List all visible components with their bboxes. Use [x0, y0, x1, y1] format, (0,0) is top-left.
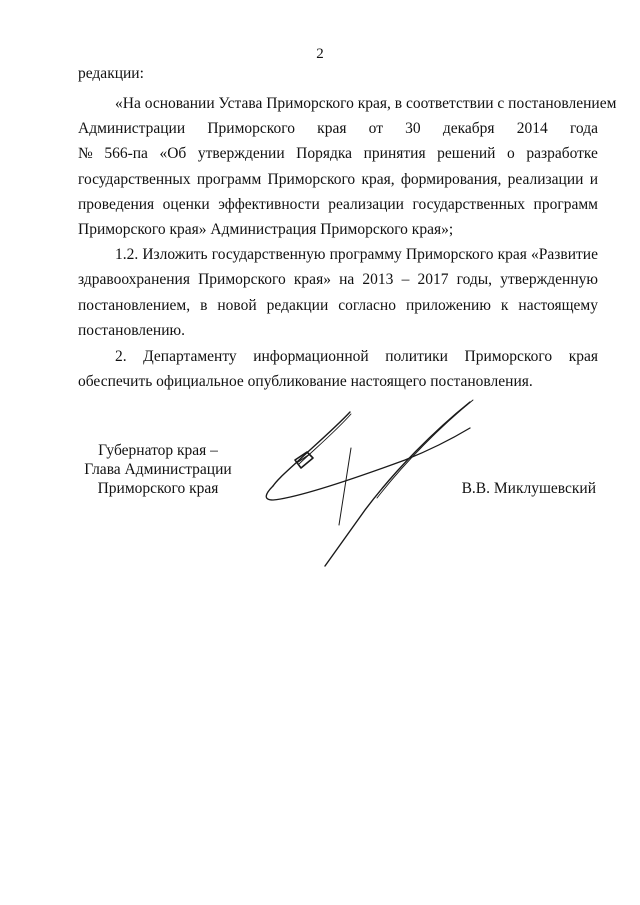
- text-line-justified: [115, 243, 598, 267]
- word: новой: [217, 297, 257, 314]
- word: разработке: [526, 145, 598, 162]
- word: принятия: [363, 145, 426, 162]
- word: 2.: [115, 348, 127, 365]
- word: проведения: [78, 196, 155, 213]
- word: настоящему: [518, 297, 598, 314]
- word: утвержденную: [500, 271, 598, 288]
- word: приложению: [405, 297, 491, 314]
- text-line-justified: [78, 142, 598, 166]
- word: формирования,: [400, 171, 502, 188]
- text-line-justified: [78, 168, 598, 192]
- handwritten-signature: [255, 390, 495, 575]
- word: государственных: [78, 171, 191, 188]
- page-number: 2: [316, 46, 324, 62]
- position-line: Губернатор края –: [98, 442, 218, 459]
- word: края: [317, 120, 347, 137]
- word: 2013: [362, 271, 394, 288]
- word: согласно: [338, 297, 396, 314]
- word: годы,: [456, 271, 493, 288]
- text-line: Приморского края» Администрация Приморского края»;: [78, 221, 454, 238]
- word: здравоохранения: [78, 271, 190, 288]
- word: редакции: [266, 297, 329, 314]
- word: утверждении: [197, 145, 285, 162]
- word: Приморского: [464, 348, 553, 365]
- signatory-name: В.В. Миклушевский: [461, 480, 596, 497]
- word: года: [569, 120, 598, 137]
- signatory-position: [78, 441, 238, 498]
- word: Приморского: [198, 271, 286, 288]
- word: края: [568, 348, 598, 365]
- word: края»: [293, 271, 331, 288]
- word: на: [339, 271, 355, 288]
- word: №: [78, 145, 93, 162]
- text-line-justified: [78, 193, 598, 217]
- text-line: «На основании Устава Приморского края, в соответствии с постановлением: [115, 95, 617, 112]
- word: края: [497, 246, 527, 263]
- text-line-justified: [115, 345, 598, 369]
- word: государственную: [211, 246, 326, 263]
- word: государственных: [412, 196, 526, 213]
- word: Департаменту: [143, 348, 237, 365]
- word: от: [368, 120, 383, 137]
- word: Администрации: [78, 120, 186, 137]
- word: 30: [405, 120, 421, 137]
- position-line: Глава Администрации: [84, 461, 232, 478]
- word: программу: [329, 246, 402, 263]
- position-line: Приморского края: [97, 480, 219, 497]
- word: Изложить: [142, 246, 208, 263]
- word: Приморского: [405, 246, 494, 263]
- word: края,: [361, 171, 395, 188]
- word: 566-па: [104, 145, 148, 162]
- word: к: [500, 297, 509, 314]
- text-line: постановлению.: [78, 322, 185, 339]
- text-line-justified: [78, 117, 598, 141]
- word: 2014: [516, 120, 548, 137]
- text-line-justified: [78, 294, 598, 318]
- word: «Развитие: [531, 246, 598, 263]
- text-line: редакции:: [78, 65, 144, 82]
- word: Приморского: [207, 120, 295, 137]
- word: программ: [533, 196, 598, 213]
- word: информационной: [253, 348, 369, 365]
- word: и: [589, 171, 598, 188]
- word: –: [401, 271, 410, 288]
- word: эффективности: [218, 196, 320, 213]
- word: оценки: [162, 196, 210, 213]
- word: в: [200, 297, 208, 314]
- word: политики: [385, 348, 448, 365]
- text-line: обеспечить официальное опубликование настоящего постановления.: [78, 373, 533, 390]
- word: реализации: [507, 171, 584, 188]
- word: Приморского: [267, 171, 356, 188]
- word: Порядка: [296, 145, 353, 162]
- word: программ: [196, 171, 262, 188]
- word: реализации: [328, 196, 404, 213]
- word: 1.2.: [115, 246, 139, 263]
- word: «Об: [159, 145, 187, 162]
- text-line-justified: [78, 268, 598, 292]
- word: 2017: [417, 271, 449, 288]
- word: декабря: [442, 120, 495, 137]
- word: решений: [437, 145, 496, 162]
- word: о: [507, 145, 515, 162]
- word: постановлением,: [78, 297, 191, 314]
